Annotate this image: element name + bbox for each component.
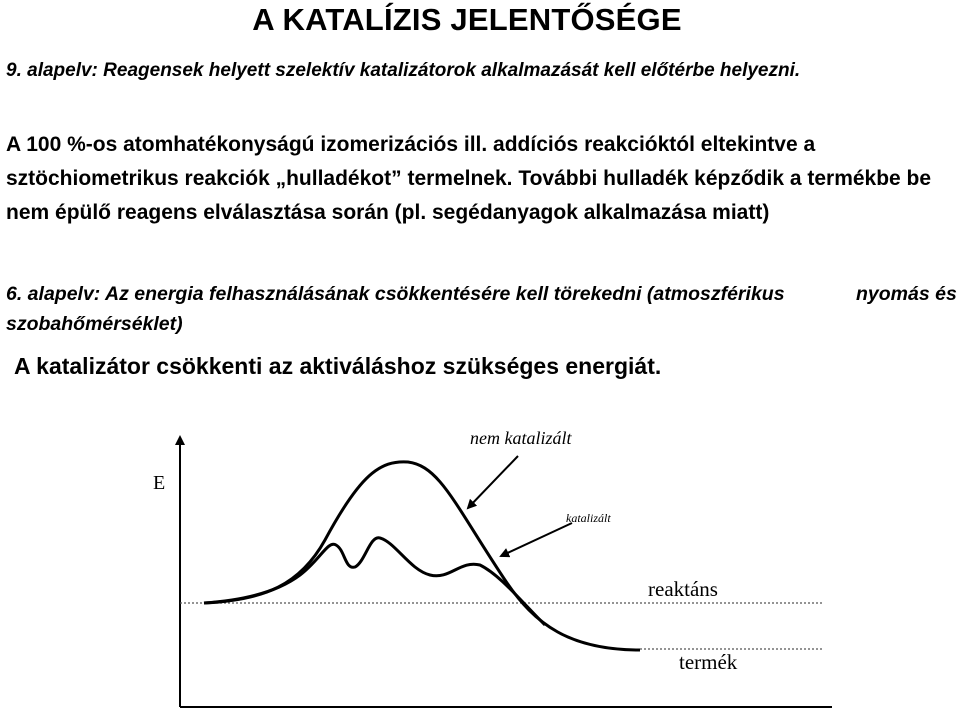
uncatalyzed-curve <box>204 462 640 650</box>
principle-6-line1-end: nyomás és <box>856 283 957 305</box>
label-product: termék <box>679 650 738 674</box>
label-uncatalyzed: nem katalizált <box>470 428 572 448</box>
principle-6-line2: szobahőmérséklet) <box>6 313 183 335</box>
catalyst-statement: A katalizátor csökkenti az aktiváláshoz szükséges energiát. <box>14 353 662 379</box>
label-reactant: reaktáns <box>648 577 718 601</box>
y-axis-label: E <box>153 472 166 494</box>
label-catalyzed: katalizált <box>566 511 611 525</box>
catalyzed-pointer-arrow <box>501 523 572 556</box>
uncatalyzed-pointer-arrow <box>468 456 518 508</box>
catalyzed-curve <box>204 538 545 625</box>
paragraph-waste: A 100 %-os atomhatékonyságú izomerizációs ill. addíciós reakcióktól eltekintve a sztöchiometrikus reakciók „hulladékot” termelnek. További hulladék képződik a termékbe be nem épülő reagens elválasztása során (pl. segédanyagok alkalmazása miatt) <box>6 133 932 224</box>
page-title: A KATALÍZIS JELENTŐSÉGE <box>252 2 682 37</box>
principle-6-line1: 6. alapelv: Az energia felhasználásának csökkentésére kell törekedni (atmoszférikus <box>6 283 785 305</box>
principle-9: 9. alapelv: Reagensek helyett szelektív katalizátorok alkalmazását kell előtérbe helyezni. <box>6 60 801 81</box>
